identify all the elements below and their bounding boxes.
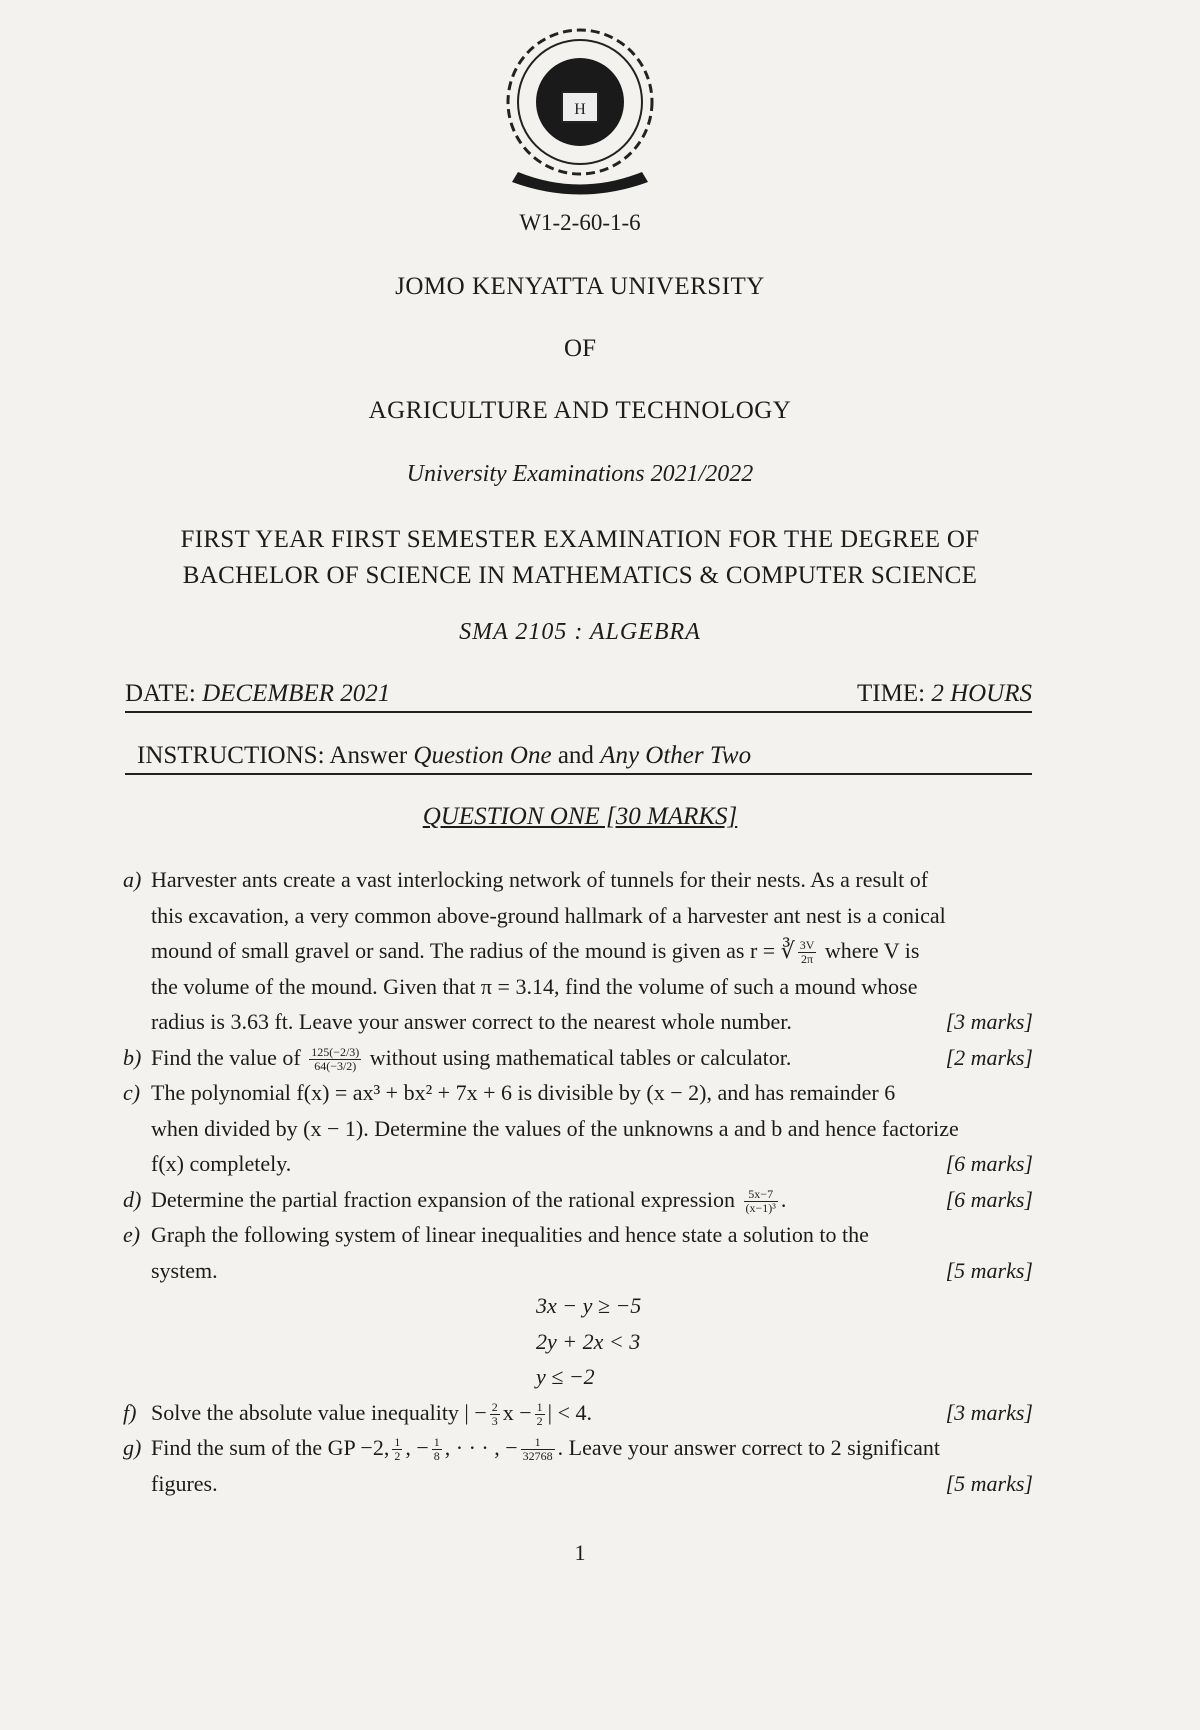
question-label: g) [123,1435,142,1460]
inequality-3: y ≤ −2 [536,1364,595,1389]
instructions [125,742,1032,775]
instructions-label: INSTRUCTIONS: [137,742,325,769]
question-label: e) [123,1222,141,1247]
question-d [123,1182,1033,1218]
question-c-line1: The polynomial f(x) = ax³ + bx² + 7x + 6 is divisible by (x − 2), and has remainder 6 [151,1080,896,1105]
inequality-system [151,1288,1033,1395]
university-name-line2: OF [564,335,596,362]
university-name-line3: AGRICULTURE AND TECHNOLOGY [368,397,792,424]
fraction-denominator: 3 [491,1413,498,1428]
time [857,680,1032,708]
fraction-term-2 [392,1436,402,1463]
marks: [6 marks] [945,1151,1033,1176]
question-g-line2-text: figures. [151,1470,218,1496]
fraction-numerator: 1 [536,1399,543,1414]
marks: [6 marks] [945,1186,1033,1212]
fraction-numerator: 3V [799,938,815,953]
exam-code: W1-2-60-1-6 [519,210,641,235]
instructions-any-other: Any Other Two [600,742,752,769]
degree-line2: BACHELOR OF SCIENCE IN MATHEMATICS & COMPUTER SCIENCE [182,562,978,589]
question-g [123,1430,1033,1501]
question-g-line1 [151,1430,1033,1466]
exam-session: University Examinations 2021/2022 [406,461,754,487]
inequality-2: 2y + 2x < 3 [536,1328,641,1354]
fraction-denominator: 32768 [522,1449,553,1464]
inequality-1: 3x − y ≥ −5 [536,1293,642,1318]
svg-text:H: H [574,101,586,118]
university-name-line1: JOMO KENYATTA UNIVERSITY [395,273,765,300]
fraction-denominator: (x−1)³ [745,1200,776,1215]
question-label: a) [123,867,142,892]
question-c-line3-text: f(x) completely. [151,1151,292,1176]
question-g-line2 [151,1466,1033,1502]
radius-fraction [798,939,817,966]
fraction-two-thirds [490,1401,500,1428]
page-number: 1 [574,1540,586,1565]
question-list [123,862,1033,1501]
exponent-fraction [309,1046,361,1073]
marks: [5 marks] [945,1257,1033,1283]
question-f [123,1395,1033,1431]
fraction-numerator: 1 [394,1435,401,1450]
question-a-line4: the volume of the mound. Given that π = 3.14, find the volume of such a mound whose [151,973,918,999]
instructions-text2: and [557,742,594,769]
fraction-numerator: 2 [491,1399,498,1414]
question-label: b) [123,1044,142,1070]
question-a-line3-text: mound of small gravel or sand. The radius of the mound is given as r = ∛ [151,938,795,963]
question-label: d) [123,1186,142,1212]
term-separator: , − [405,1435,429,1460]
fraction-numerator: 1 [521,1436,555,1450]
question-one-heading-text: QUESTION ONE [30 MARKS] [422,803,738,830]
fraction-one-half [535,1401,545,1428]
fraction-denominator: 2 [394,1449,401,1464]
question-g-text: Find the sum of the GP −2, [151,1435,390,1460]
question-d-text: Determine the partial fraction expansion of the rational expression [151,1186,736,1212]
fraction-denominator: 2π [801,952,814,967]
fraction-denominator: 2 [536,1413,543,1428]
question-b-text: Find the value of [151,1044,301,1070]
question-a-line3-end: where V is [824,938,920,963]
question-e [123,1217,1033,1395]
marks: [5 marks] [945,1470,1033,1496]
question-a-line5-text: radius is 3.63 ft. Leave your answer correct to the nearest whole number. [151,1009,792,1034]
date-label: DATE: [125,680,196,707]
instructions-question-one: Question One [413,742,552,769]
course-title: SMA 2105 : ALGEBRA [459,619,701,645]
fraction-denominator: 8 [433,1449,440,1464]
question-label: f) [123,1399,137,1425]
date-value: DECEMBER 2021 [202,680,391,707]
term-separator: , · · · , − [444,1435,518,1460]
question-a-line1: Harvester ants create a vast interlocking network of tunnels for their nests. As a result of [151,867,929,892]
date [125,680,390,708]
instructions-text1: Answer [329,742,408,769]
question-e-line2-text: system. [151,1257,218,1283]
question-f-text: Solve the absolute value inequality | − [151,1399,487,1425]
time-value: 2 HOURS [931,680,1032,707]
fraction-numerator: 5x−7 [744,1188,778,1202]
date-time-row [125,680,1032,713]
question-a-line3 [151,933,1033,969]
rational-expression [744,1188,778,1215]
question-b-text-end: without using mathematical tables or calculator. [369,1044,792,1070]
question-f-end: | < 4. [547,1399,592,1425]
fraction-last-term [521,1436,555,1463]
question-g-text-end: . Leave your answer correct to 2 significant [557,1435,941,1460]
question-c-line2: when divided by (x − 1). Determine the values of the unknowns a and b and hence factorize [151,1115,959,1141]
question-a-line5 [151,1004,1033,1040]
question-c [123,1075,1033,1182]
fraction-numerator: 125(−2/3) [311,1044,360,1059]
question-e-line1: Graph the following system of linear inequalities and hence state a solution to the [151,1222,869,1247]
question-b [123,1040,1033,1076]
degree-title [0,522,1160,594]
fraction-term-3 [432,1436,442,1463]
marks: [3 marks] [945,1399,1033,1425]
question-a [123,862,1033,1040]
question-a-line2: this excavation, a very common above-ground hallmark of a harvester ant nest is a conical [151,902,946,928]
question-e-line2 [151,1253,1033,1289]
university-logo [500,22,660,202]
question-one-heading [0,803,1160,831]
question-c-line3 [151,1146,1033,1182]
fraction-numerator: 1 [433,1435,440,1450]
fraction-denominator: 64(−3/2) [314,1058,357,1073]
question-f-mid: x − [502,1399,532,1425]
question-d-period: . [780,1186,787,1212]
marks: [3 marks] [945,1009,1033,1034]
question-label: c) [123,1080,141,1105]
degree-line1: FIRST YEAR FIRST SEMESTER EXAMINATION FOR THE DEGREE OF [180,526,980,553]
time-label: TIME: [857,680,926,707]
marks: [2 marks] [945,1044,1033,1070]
